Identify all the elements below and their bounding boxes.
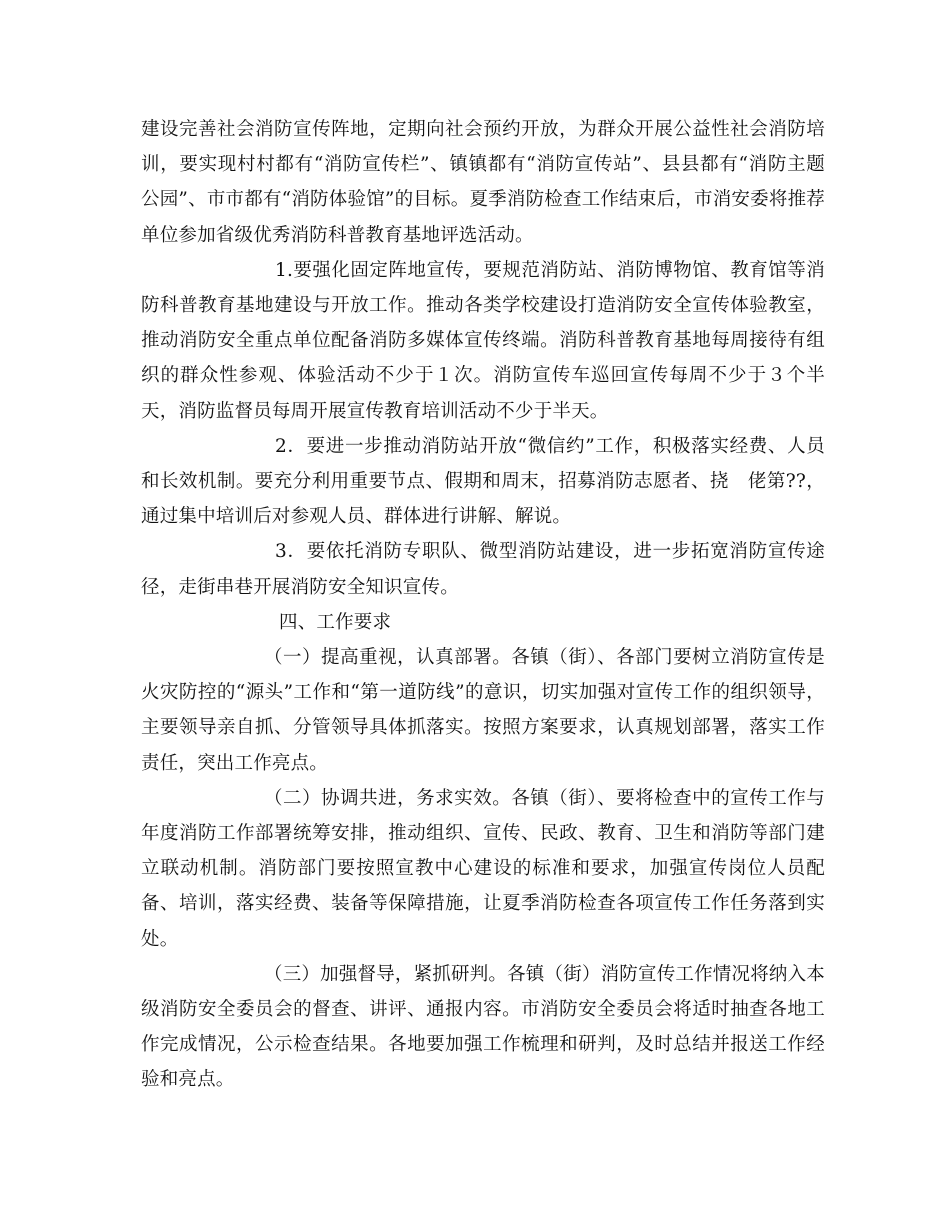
paragraph-item-3: 3．要依托消防专职队、微型消防站建设，进一步拓宽消防宣传途径，走街串巷开展消防安全知识宣传。 bbox=[141, 541, 825, 598]
paragraph-item-2: 2．要进一步推动消防站开放“微信约”工作，积极落实经费、人员和长效机制。要充分利用重要节点、假期和周末，招募消防志愿者、挠 佬第??，通过集中培训后对参观人员、群体进行讲解、解说。 bbox=[141, 435, 825, 528]
paragraph-requirement-1: （一）提高重视，认真部署。各镇（街）、各部门要树立消防宣传是火灾防控的“源头”工作和“第一道防线”的意识，切实加强对宣传工作的组织领导，主要领导亲自抓、分管领导具体抓落实。按照方案要求，认真规划部署，落实工作责任，突出工作亮点。 bbox=[141, 647, 825, 774]
paragraph-intro: 建设完善社会消防宣传阵地，定期向社会预约开放，为群众开展公益性社会消防培训，要实现村村都有“消防宣传栏”、镇镇都有“消防宣传站”、县县都有“消防主题公园”、市市都有“消防体验馆”的目标。夏季消防检查工作结束后，市消安委将推荐单位参加省级优秀消防科普教育基地评选活动。 bbox=[141, 119, 825, 246]
document-body bbox=[141, 112, 825, 1098]
paragraph-requirement-2: （二）协调共进，务求实效。各镇（街）、要将检查中的宣传工作与年度消防工作部署统筹安排，推动组织、宣传、民政、教育、卫生和消防等部门建立联动机制。消防部门要按照宣教中心建设的标准和要求，加强宣传岗位人员配备、培训，落实经费、装备等保障措施，让夏季消防检查各项宣传工作任务落到实处。 bbox=[141, 787, 825, 950]
paragraph-item-1: 1.要强化固定阵地宣传，要规范消防站、消防博物馆、教育馆等消防科普教育基地建设与开放工作。推动各类学校建设打造消防安全宣传体验教室，推动消防安全重点单位配备消防多媒体宣传终端。消防科普教育基地每周接待有组织的群众性参观、体验活动不少于１次。消防宣传车巡回宣传每周不少于３个半天，消防监督员每周开展宣传教育培训活动不少于半天。 bbox=[141, 259, 825, 422]
section-heading-work-requirements: 四、工作要求 bbox=[279, 611, 392, 633]
paragraph-requirement-3: （三）加强督导，紧抓研判。各镇（街）消防宣传工作情况将纳入本级消防安全委员会的督查、讲评、通报内容。市消防安全委员会将适时抽查各地工作完成情况，公示检查结果。各地要加强工作梳理和研判，及时总结并报送工作经验和亮点。 bbox=[141, 963, 826, 1091]
